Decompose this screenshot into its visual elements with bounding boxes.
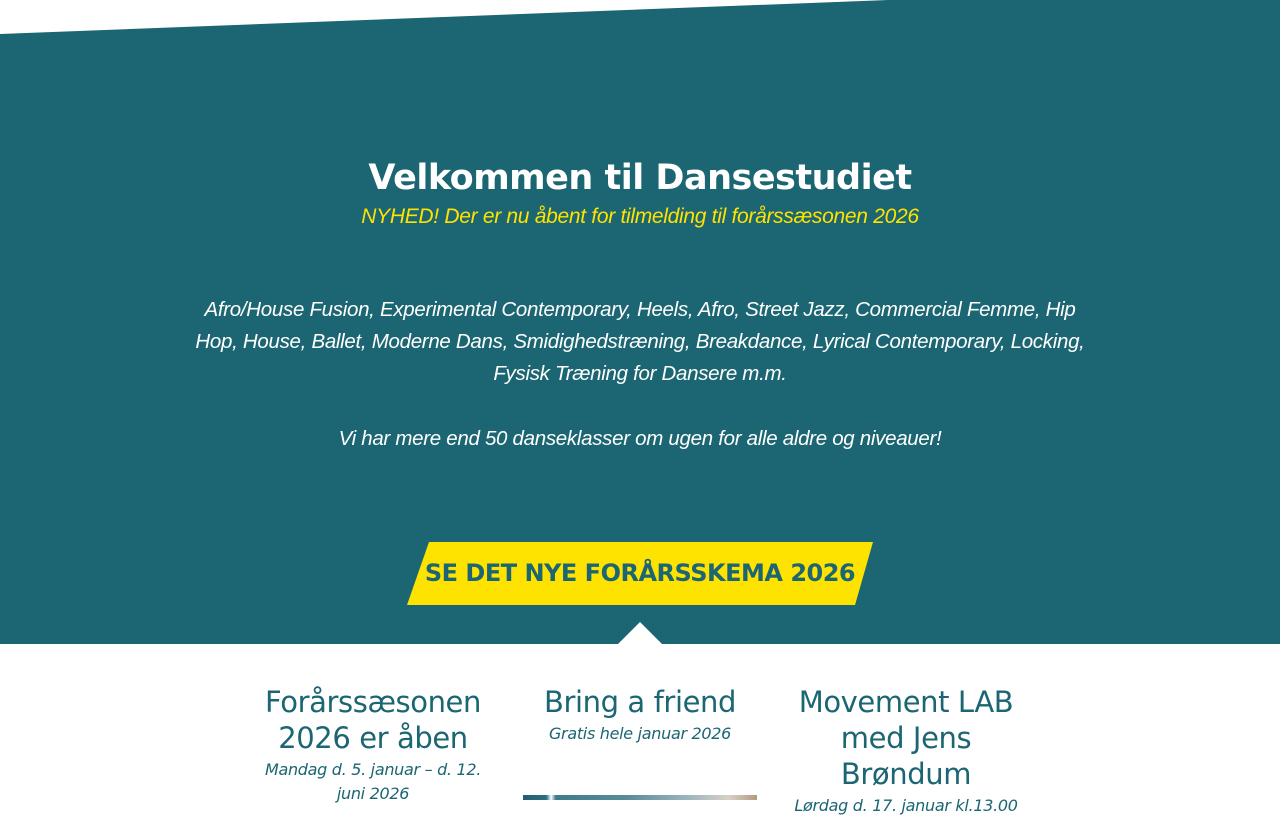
news-item-subtitle: Gratis hele januar 2026 [548,724,732,743]
news-announcement: NYHED! Der er nu åbent for tilmelding til forårssæsonen 2026 [361,205,919,228]
schedule-cta-button[interactable] [407,542,873,605]
section-notch-arrow [618,622,662,644]
hero-top-slant [0,0,1280,40]
news-item-title[interactable]: Forårssæsonen 2026 er åben [265,685,481,755]
news-item-spring-season[interactable] [258,684,488,806]
news-item-subtitle: Lørdag d. 17. januar kl.13.00 [794,796,1018,815]
cta-label: SE DET NYE FORÅRSSKEMA 2026 [424,559,856,587]
news-item-title[interactable]: Movement LAB med Jens Brøndum [798,685,1014,791]
news-item-subtitle: Mandag d. 5. januar – d. 12. juni 2026 [264,760,482,803]
news-item-title[interactable]: Bring a friend [543,685,737,719]
page-title: Velkommen til Dansestudiet [368,158,912,198]
news-item-image[interactable] [523,795,757,800]
news-item-bring-a-friend[interactable] [520,684,760,746]
dance-styles-list: Afro/House Fusion, Experimental Contemporary, Heels, Afro, Street Jazz, Commercial Femme, Hip Hop, House, Ballet, Moderne Dans, Smidighedstræning, Breakdance, Lyrical Contemporary, Locking, Fysisk Træning for Dansere m.m. [195,298,1085,385]
news-item-movement-lab[interactable] [790,684,1022,818]
classes-tagline: Vi har mere end 50 danseklasser om ugen for alle aldre og niveauer! [338,427,942,450]
